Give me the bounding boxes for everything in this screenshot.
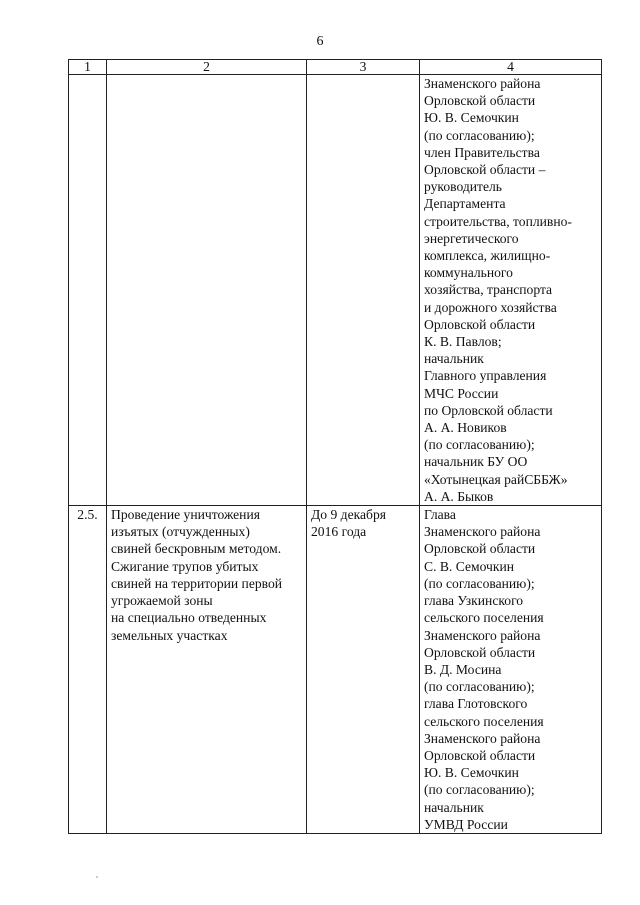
text-line: К. В. Павлов;	[424, 334, 502, 350]
column-number-3: 3	[307, 60, 420, 75]
responsible-cell	[420, 506, 602, 834]
deadline-cell	[307, 75, 420, 506]
text-line: До 9 декабря	[311, 507, 387, 523]
text-line: Орловской области	[424, 316, 536, 332]
text-line: глава Узкинского	[424, 593, 524, 609]
text-line: Проведение уничтожения	[111, 507, 260, 523]
text-line: на специально отведенных	[111, 610, 267, 626]
text-line: (по согласованию);	[424, 575, 535, 591]
text-line: С. В. Семочкин	[424, 558, 515, 574]
text-line: (по согласованию);	[424, 782, 535, 798]
text-line: комплекса, жилищно-	[424, 248, 551, 264]
text-line: начальник	[424, 799, 484, 815]
text-line: Орловской области –	[424, 162, 546, 178]
scan-speck	[96, 876, 98, 878]
text-line: угрожаемой зоны	[111, 593, 213, 609]
text-line: Орловской области	[424, 541, 536, 557]
text-line: Знаменского района	[424, 730, 541, 746]
text-line: Знаменского района	[424, 76, 541, 91]
text-line: глава Глотовского	[424, 696, 528, 712]
text-line: Орловской области	[424, 747, 536, 763]
text-line: член Правительства	[424, 144, 540, 160]
text-line: руководитель	[424, 179, 503, 195]
item-number-cell: 2.5.	[69, 506, 107, 834]
text-line: В. Д. Мосина	[424, 661, 502, 677]
table-row	[69, 506, 602, 834]
text-line: 2016 года	[311, 524, 367, 540]
text-line: А. А. Новиков	[424, 420, 507, 436]
text-line: Главного управления	[424, 368, 547, 384]
page-number: 6	[316, 34, 324, 49]
text-line: энергетического	[424, 230, 519, 246]
text-line: и дорожного хозяйства	[424, 299, 557, 315]
text-line: изъятых (отчужденных)	[111, 524, 250, 540]
text-line: «Хотынецкая райСББЖ»	[424, 471, 568, 487]
text-line: МЧС России	[424, 385, 499, 401]
text-line: Ю. В. Семочкин	[424, 765, 519, 781]
text-line: коммунального	[424, 265, 513, 281]
responsible-cell	[420, 75, 602, 506]
column-number-2: 2	[107, 60, 307, 75]
text-line: Сжигание трупов убитых	[111, 558, 259, 574]
column-number-1: 1	[69, 60, 107, 75]
text-line: Ю. В. Семочкин	[424, 110, 519, 126]
text-line: (по согласованию);	[424, 437, 535, 453]
text-line: Орловской области	[424, 644, 536, 660]
table-header-row	[69, 60, 602, 75]
text-line: Департамента	[424, 196, 506, 212]
text-line: сельского поселения	[424, 713, 544, 729]
text-line: Знаменского района	[424, 627, 541, 643]
deadline-cell	[307, 506, 420, 834]
text-line: начальник	[424, 351, 484, 367]
table-row	[69, 75, 602, 506]
text-line: сельского поселения	[424, 610, 544, 626]
text-line: Глава	[424, 507, 456, 523]
text-line: начальник БУ ОО	[424, 454, 528, 470]
text-line: (по согласованию);	[424, 127, 535, 143]
text-line: строительства, топливно-	[424, 213, 572, 229]
column-number-4: 4	[420, 60, 602, 75]
text-line: (по согласованию);	[424, 679, 535, 695]
text-line: свиней бескровным методом.	[111, 541, 282, 557]
text-line: хозяйства, транспорта	[424, 282, 553, 298]
action-cell	[107, 506, 307, 834]
text-line: Орловской области	[424, 93, 536, 109]
text-line: свиней на территории первой	[111, 575, 283, 591]
text-line: Знаменского района	[424, 524, 541, 540]
action-cell	[107, 75, 307, 506]
text-line: УМВД России	[424, 816, 508, 832]
text-line: по Орловской области	[424, 402, 553, 418]
item-number-cell	[69, 75, 107, 506]
measures-table	[68, 59, 602, 834]
text-line: А. А. Быков	[424, 488, 494, 504]
text-line: земельных участках	[111, 627, 228, 643]
